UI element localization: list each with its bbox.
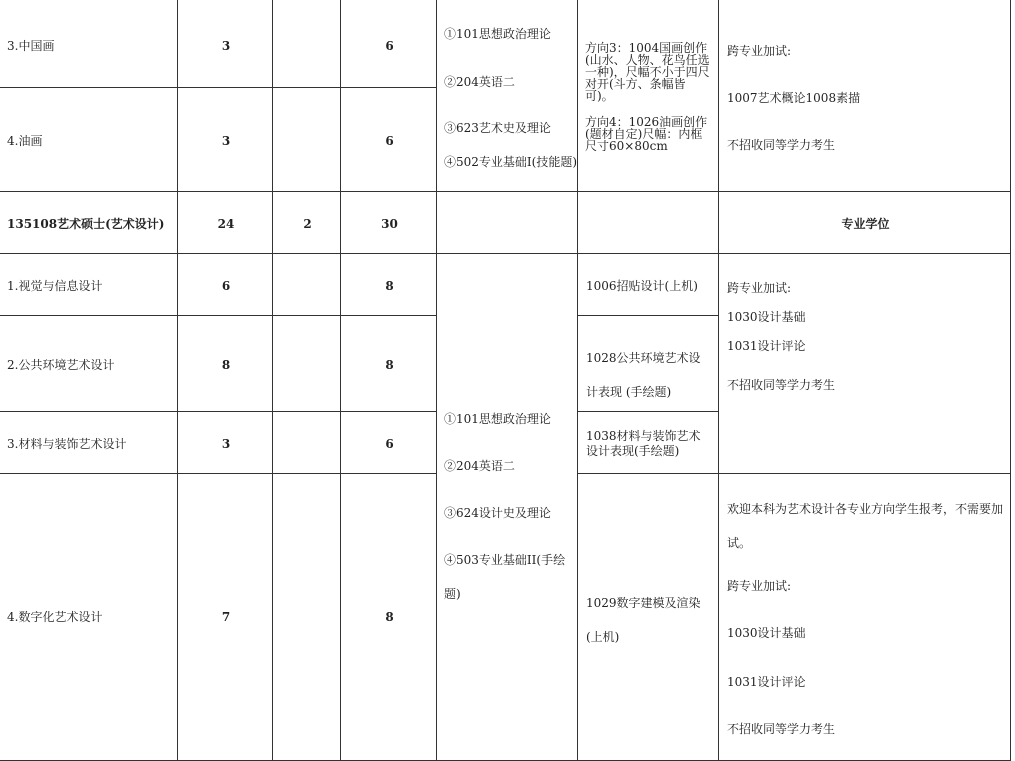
major-name: 4.数字化艺术设计 <box>7 610 103 624</box>
cell-section-retest <box>577 191 719 254</box>
note-line: 1030设计基础 <box>727 626 806 640</box>
count-a-value: 24 <box>217 217 235 231</box>
retest-subject: 1006招贴设计(上机) <box>586 279 698 293</box>
count-a-value: 6 <box>221 279 231 293</box>
count-c-value: 6 <box>385 134 394 148</box>
cell-count-b <box>272 87 341 192</box>
retest-subject: 1029数字建模及渲染(上机) <box>586 596 701 644</box>
exam-subject: ①101思想政治理论 <box>444 412 551 426</box>
note-line: 欢迎本科为艺术设计各专业方向学生报考，不需要加试。 <box>727 502 1004 550</box>
count-c-value: 6 <box>385 39 394 53</box>
major-name: 4.油画 <box>7 134 43 148</box>
cell-count-b <box>272 473 341 761</box>
count-a-value: 7 <box>221 610 231 624</box>
note-line: 跨专业加试: <box>727 44 792 58</box>
note-line: 跨专业加试: <box>727 281 792 295</box>
retest-subject: 1028公共环境艺术设计表现 (手绘题) <box>586 351 701 399</box>
retest-subject: 1038材料与装饰艺术设计表现(手绘题) <box>586 429 701 458</box>
retest-direction-3: 方向3：1004国画创作(山水、人物、花鸟任选一种)，尺幅不小于四尺对开(斗方、条幅皆可)。 <box>585 41 710 103</box>
cell-count-b <box>272 253 341 316</box>
exam-subject: ③624设计史及理论 <box>444 506 551 520</box>
major-name: 3.材料与装饰艺术设计 <box>7 437 127 451</box>
section-title: 135108艺术硕士(艺术设计) <box>7 217 165 231</box>
degree-type: 专业学位 <box>841 217 890 231</box>
count-c-value: 8 <box>385 610 394 624</box>
count-a-value: 8 <box>221 358 231 372</box>
note-line: 1031设计评论 <box>727 675 806 689</box>
cell-count-b <box>272 411 341 474</box>
note-line: 1031设计评论 <box>727 339 806 353</box>
cell-section-exams <box>436 191 578 254</box>
count-a-value: 3 <box>221 437 231 451</box>
count-b-value: 2 <box>303 217 312 231</box>
count-c-value: 30 <box>381 217 398 231</box>
major-name: 3.中国画 <box>7 39 55 53</box>
note-line: 1030设计基础 <box>727 310 806 324</box>
note-line: 跨专业加试: <box>727 579 792 593</box>
exam-subject: ③623艺术史及理论 <box>444 121 551 135</box>
cell-count-b <box>272 0 341 88</box>
count-a-value: 3 <box>221 134 231 148</box>
note-line: 不招收同等学力考生 <box>727 378 836 392</box>
count-a-value: 3 <box>221 39 231 53</box>
note-line: 不招收同等学力考生 <box>727 138 836 152</box>
major-name: 1.视觉与信息设计 <box>7 279 103 293</box>
exam-subject: ④503专业基础II(手绘题) <box>444 553 566 601</box>
exam-subject: ②204英语二 <box>444 75 515 89</box>
count-c-value: 8 <box>385 358 394 372</box>
note-line: 不招收同等学力考生 <box>727 722 836 736</box>
count-c-value: 8 <box>385 279 394 293</box>
exam-subject: ④502专业基础I(技能题) <box>444 155 578 169</box>
count-c-value: 6 <box>385 437 394 451</box>
retest-direction-4: 方向4：1026油画创作(题材自定)尺幅：内框尺寸60×80cm <box>585 115 708 153</box>
cell-count-b <box>272 315 341 412</box>
note-line: 1007艺术概论1008素描 <box>727 91 861 105</box>
major-name: 2.公共环境艺术设计 <box>7 358 115 372</box>
exam-subject: ②204英语二 <box>444 459 515 473</box>
exam-subject: ①101思想政治理论 <box>444 27 551 41</box>
